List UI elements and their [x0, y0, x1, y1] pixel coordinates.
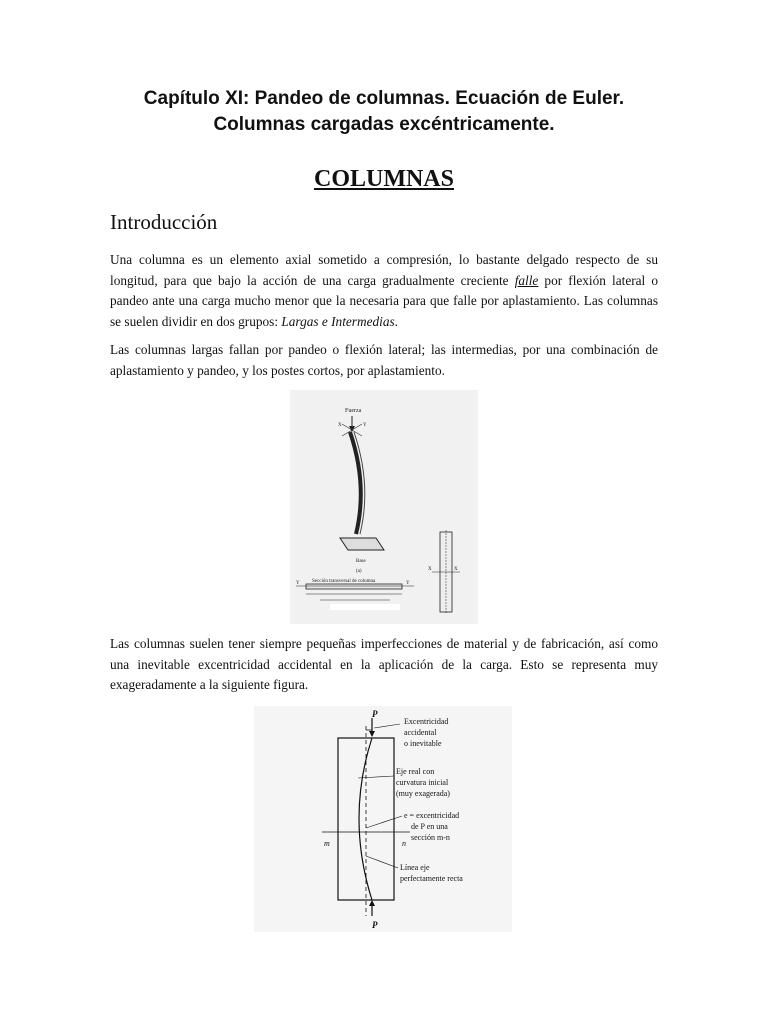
label-excentricidad-3: o inevitable — [404, 739, 442, 748]
label-e-3: sección m-n — [411, 833, 450, 842]
paragraph-intro-text-c: . — [394, 313, 398, 329]
paragraph-imperfections: Las columnas suelen tener siempre pequeñas imperfecciones de material y de fabricación, así como una inevitable excentricidad accidental en la aplicación de la carga. Esto se representa muy exageradamente a la siguiente figura. — [110, 636, 658, 692]
label-m: m — [324, 839, 330, 848]
paragraph-failure-modes: Las columnas largas fallan por pandeo o flexión lateral; las intermedias, por una combinación de aplastamiento y pandeo, y los postes cortos, por aplastamiento. — [110, 342, 658, 378]
figure-eccentricity-drawing — [254, 706, 512, 932]
label-excentricidad-1: Excentricidad — [404, 717, 449, 726]
label-linea-2: perfectamente recta — [400, 874, 463, 883]
label-a: (a) — [356, 569, 362, 574]
label-base: Base — [356, 559, 366, 564]
label-e-1: e = excentricidad — [404, 811, 460, 820]
label-eje-2: curvatura inicial — [396, 778, 449, 787]
label-section: Sección transversal de columna — [312, 579, 376, 584]
figure-accidental-eccentricity — [254, 706, 512, 932]
label-n: n — [402, 839, 406, 848]
axis-x-side-right: X — [454, 567, 458, 572]
paragraph-intro-text-b: por flexión lateral o pandeo ante una carga mucho menor que la necesaria para que falle por aplastamiento. Las columnas se suelen dividir en dos grupos: — [110, 272, 658, 329]
chapter-title-line-1: Capítulo XI: Pandeo de columnas. Ecuación de Euler. — [143, 88, 625, 109]
figure-column-buckling-drawing — [290, 390, 478, 624]
label-p-bottom: P — [372, 920, 378, 930]
emphasis-groups: Largas e Intermedias — [281, 313, 395, 329]
label-e-2: de P en una — [411, 822, 448, 831]
axis-y-left: Y — [296, 581, 300, 586]
label-linea-1: Línea eje — [400, 863, 430, 872]
figure-column-buckling — [290, 390, 478, 624]
label-eje-3: (muy exagerada) — [396, 789, 450, 798]
label-p-top: P — [372, 709, 378, 719]
label-excentricidad-2: accidental — [404, 728, 437, 737]
axis-y-right: Y — [406, 581, 410, 586]
subsection-title: Introducción — [110, 210, 218, 234]
label-fuerza: Fuerza — [345, 408, 362, 414]
axis-y-top: Y — [363, 423, 367, 428]
emphasis-falle: falle — [514, 272, 539, 288]
chapter-title-line-2: Columnas cargadas excéntricamente. — [213, 114, 555, 135]
paragraph-intro-text-a: Una columna es un elemento axial sometido a compresión, lo bastante delgado respecto de su longitud, para que bajo la acción de una carga gradualmente creciente — [110, 252, 658, 288]
section-title: COLUMNAS — [313, 166, 454, 192]
label-eje-1: Eje real con — [396, 767, 435, 776]
paragraph-intro — [110, 250, 658, 332]
axis-x-top: X — [338, 423, 342, 428]
chapter-title — [0, 86, 768, 138]
axis-x-side-left: X — [428, 567, 432, 572]
